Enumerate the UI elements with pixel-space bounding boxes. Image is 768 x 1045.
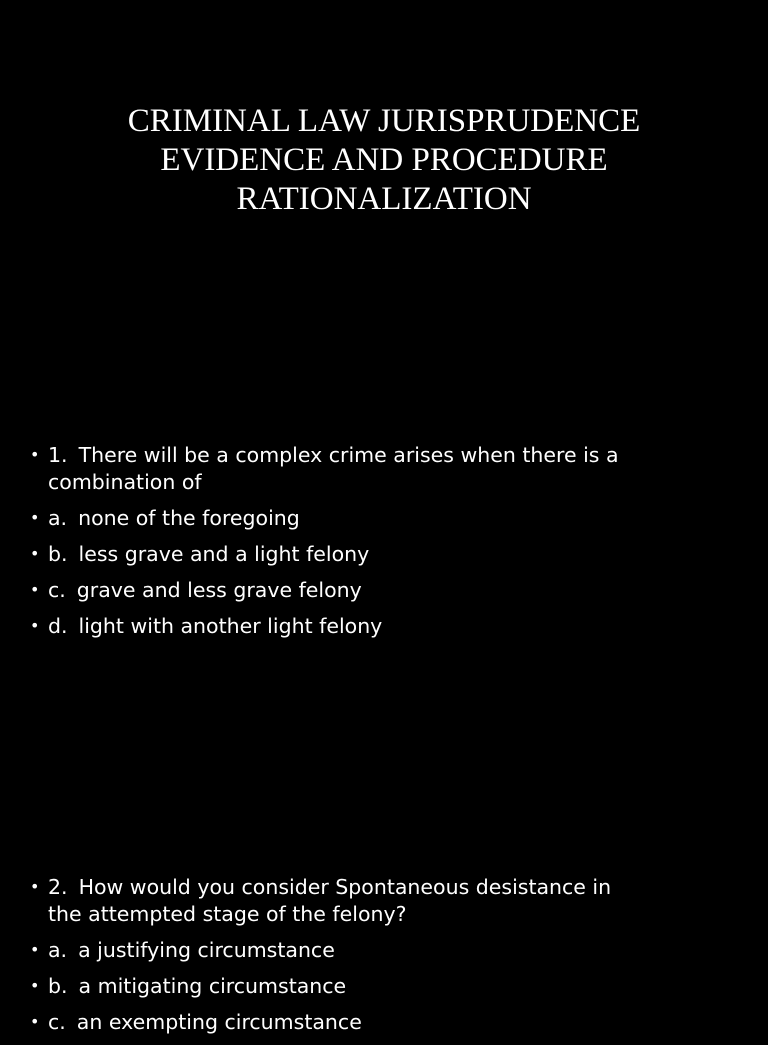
question-text-line-1: How would you consider Spontaneous desistance in (78, 875, 612, 899)
choice-text: grave and less grave felony (76, 578, 362, 602)
title-line-3: RATIONALIZATION (236, 181, 532, 217)
choice-text: a mitigating circumstance (78, 974, 347, 998)
choice-letter: a. (48, 506, 68, 530)
bullet-icon: • (30, 445, 40, 464)
choice-a (30, 505, 730, 532)
choice-letter: a. (48, 938, 68, 962)
choice-a (30, 937, 730, 964)
choice-text: a justifying circumstance (78, 938, 335, 962)
title-line-1: CRIMINAL LAW JURISPRUDENCE (127, 103, 641, 139)
choice-letter: d. (48, 614, 68, 638)
bullet-icon: • (30, 580, 40, 599)
question-text-line-2: combination of (48, 470, 202, 494)
choice-c (30, 1009, 730, 1036)
bullet-icon: • (30, 544, 40, 563)
choice-c (30, 577, 730, 604)
question-number: 1. (48, 443, 68, 467)
choice-letter: c. (48, 578, 66, 602)
choice-letter: c. (48, 1010, 66, 1034)
question-text-line-2: the attempted stage of the felony? (48, 902, 407, 926)
bullet-icon: • (30, 940, 40, 959)
bullet-icon: • (30, 877, 40, 896)
title-line-2: EVIDENCE AND PROCEDURE (160, 142, 608, 178)
bullet-icon: • (30, 616, 40, 635)
question-number: 2. (48, 875, 68, 899)
question-stem (30, 442, 730, 496)
choice-text: an exempting circumstance (76, 1010, 362, 1034)
choice-letter: b. (48, 542, 68, 566)
choice-d (30, 613, 730, 640)
choice-text: less grave and a light felony (78, 542, 370, 566)
bullet-icon: • (30, 976, 40, 995)
slide-title (0, 102, 768, 219)
choice-b (30, 541, 730, 568)
choice-text: light with another light felony (78, 614, 383, 638)
bullet-icon: • (30, 508, 40, 527)
bullet-icon: • (30, 1012, 40, 1031)
choice-b (30, 973, 730, 1000)
choice-letter: b. (48, 974, 68, 998)
question-1 (30, 442, 730, 649)
question-stem (30, 874, 730, 928)
question-2 (30, 874, 730, 1045)
choice-text: none of the foregoing (78, 506, 300, 530)
question-text-line-1: There will be a complex crime arises when there is a (78, 443, 619, 467)
